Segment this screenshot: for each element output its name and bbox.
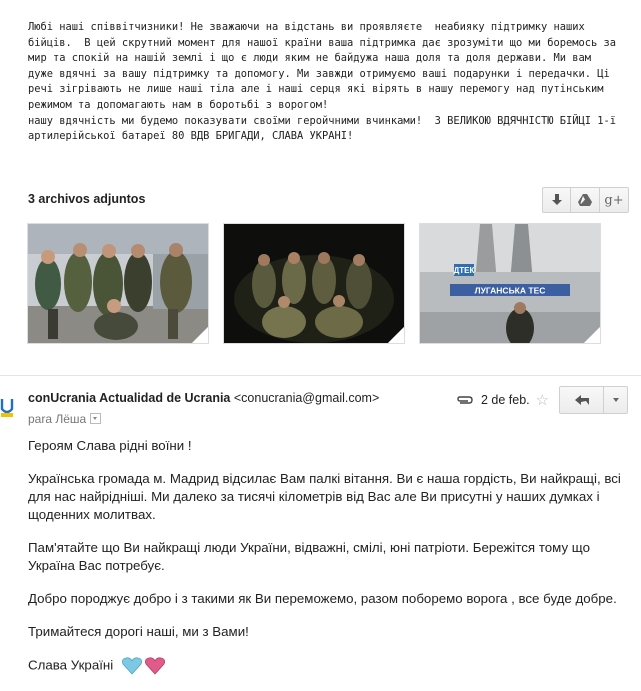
- quoted-line: дуже вдячні за вашу підтримку та допомогу. Ми завжди отримуємо ваші подарунки і передачки. Ці: [28, 67, 610, 80]
- attachment-actions: [542, 187, 629, 213]
- attachment-photo: [420, 224, 600, 343]
- attachment-photo: [28, 224, 208, 343]
- avatar[interactable]: [0, 393, 14, 419]
- attachments-header: 3 archivos adjuntos: [28, 192, 146, 206]
- message-meta: [455, 391, 549, 409]
- sender-name[interactable]: conUcrania Actualidad de Ucrania: [28, 391, 231, 405]
- attachment-thumbnail[interactable]: [28, 224, 208, 343]
- more-options-button[interactable]: [604, 386, 628, 414]
- message-paragraph: Пам'ятайте що Ви найкращі люди України, відважні, смілі, юні патріоти. Бережітся тому що Україна Вас потребує.: [28, 540, 590, 573]
- quoted-line: нашу вдячність ми будемо показувати своїми геройчними вчинками! З ВЕЛИКОЮ ВДЯЧНІСТЮ БІЙЦІ 1-ї: [28, 114, 617, 127]
- drive-icon: [578, 194, 592, 206]
- sender-logo-icon: [0, 393, 14, 419]
- message-divider: [0, 375, 641, 376]
- message-paragraph: Українська громада м. Мадрид відсилає Вам палкі вітання. Ви є наша гордість, Ви найкращі, всі для нас найрідніші. Ми далеко за тисячі кілометрів від Вас але Ви присутні у наших думках і щоденних молитвах.: [28, 471, 621, 522]
- quoted-message: [28, 20, 628, 145]
- quoted-line: Любі наші співвітчизники! Не зважаючи на відстань ви проявляєте неабияку підтримку наших: [28, 21, 585, 33]
- message-body: [28, 437, 628, 691]
- message-paragraph: Добро породжує добро і з такими як Ви переможемо, разом поборемо ворога , все буде добре.: [28, 591, 617, 606]
- page-fold: [192, 327, 208, 343]
- sender: [28, 391, 379, 405]
- quoted-line: речі зігрівають не лише наші тіла але і наші серця які вірять в нашу перемогу над путінським: [28, 83, 604, 96]
- attachment-photo: [224, 224, 404, 343]
- quoted-line: режимом та допомагають нам в боротьбі з ворогом!: [28, 98, 329, 111]
- sender-email: <conucrania@gmail.com>: [233, 391, 380, 405]
- share-google-plus-button[interactable]: [600, 187, 629, 213]
- star-icon[interactable]: ☆: [535, 392, 550, 409]
- quoted-line: бійців. В цей скрутний момент для нашої країни ваша підтримка дає зрозуміти що ми боремось за: [28, 36, 617, 49]
- message-paragraph: Героям Слава рідні воїни !: [28, 438, 192, 453]
- plant-sign-text: ЛУГАНСЬКА ТЕС: [474, 285, 546, 296]
- signoff-text: Слава Україні: [28, 657, 114, 673]
- plant-logo-text: ДТЕК: [453, 266, 475, 275]
- message-date: 2 de feb.: [481, 393, 530, 407]
- message-paragraph: Тримайтеся дорогі наші, ми з Вами!: [28, 624, 249, 639]
- attachment-clip-icon: [455, 395, 473, 405]
- reply-controls: [559, 386, 628, 414]
- reply-button[interactable]: [559, 386, 604, 414]
- show-details-dropdown[interactable]: [90, 413, 101, 424]
- attachment-thumbnail[interactable]: [224, 224, 404, 343]
- download-icon: [551, 194, 563, 206]
- page-fold: [584, 327, 600, 343]
- google-plus-icon: g+: [604, 192, 624, 208]
- attachment-thumbnail[interactable]: [420, 224, 600, 343]
- hearts-emoji-icon: [121, 656, 167, 676]
- recipient-name: Лёша: [55, 412, 87, 426]
- signoff-line: [28, 656, 628, 676]
- reply-icon: [575, 395, 589, 406]
- quoted-line: мир та спокій на нашій землі і що є люди яким не байдужа наша доля та доля держави. Ми вам: [28, 52, 592, 65]
- recipient-line: [28, 412, 101, 426]
- quoted-line: артилерійської батареї 80 ВДВ БРИГАДИ, СЛАВА УКРАНІ!: [28, 130, 354, 143]
- to-prefix: para: [28, 412, 53, 426]
- page-fold: [388, 327, 404, 343]
- download-all-button[interactable]: [542, 187, 571, 213]
- save-to-drive-button[interactable]: [571, 187, 600, 213]
